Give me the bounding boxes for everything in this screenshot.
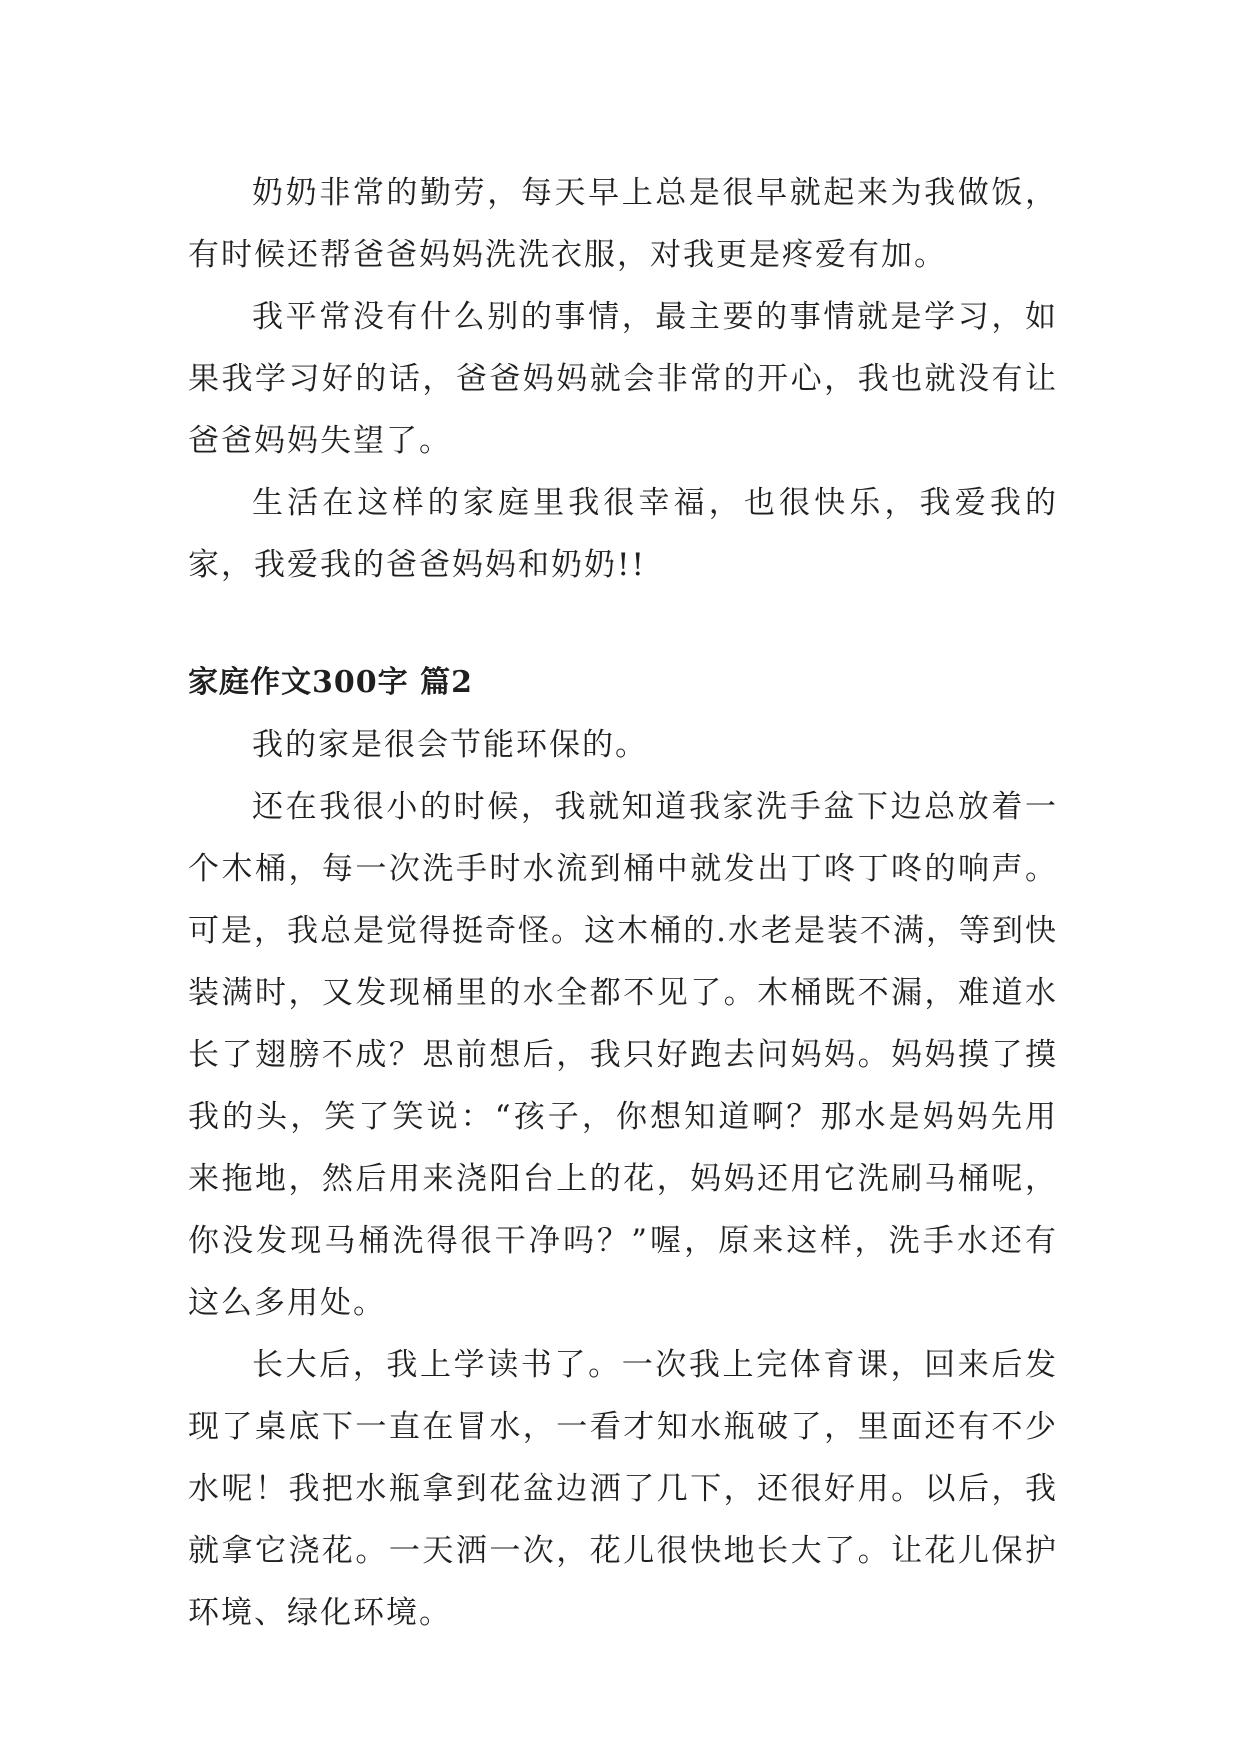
- paragraph: 我的家是很会节能环保的。: [252, 727, 648, 763]
- paragraph: 长大后，我上学读书了。一次我上完体育课，回来后发现了桌底下一直在冒水，一看才知水瓶破了，里面还有不少水呢！我把水瓶拿到花盆边洒了几下，还很好用。以后，我就拿它浇花。一天洒一次，花儿很快地长大了。让花儿保护环境、绿化环境。: [188, 1347, 1058, 1631]
- paragraph: 还在我很小的时候，我就知道我家洗手盆下边总放着一个木桶，每一次洗手时水流到桶中就发出丁咚丁咚的响声。可是，我总是觉得挺奇怪。这木桶的.水老是装不满，等到快装满时，又发现桶里的水全都不见了。木桶既不漏，难道水长了翅膀不成？思前想后，我只好跑去问妈妈。妈妈摸了摸我的头，笑了笑说：“孩子，你想知道啊？那水是妈妈先用来拖地，然后用来浇阳台上的花，妈妈还用它洗刷马桶呢，你没发现马桶洗得很干净吗？”喔，原来这样，洗手水还有这么多用处。: [188, 789, 1058, 1321]
- paragraph: 生活在这样的家庭里我很幸福，也很快乐，我爱我的家，我爱我的爸爸妈妈和奶奶!!: [188, 485, 1058, 583]
- section-heading: 家庭作文300字 篇2: [188, 665, 473, 700]
- document-body: [188, 162, 1058, 1644]
- paragraph: 奶奶非常的勤劳，每天早上总是很早就起来为我做饭，有时候还帮爸爸妈妈洗洗衣服，对我更是疼爱有加。: [188, 175, 1058, 273]
- paragraph: 我平常没有什么别的事情，最主要的事情就是学习，如果我学习好的话，爸爸妈妈就会非常的开心，我也就没有让爸爸妈妈失望了。: [188, 299, 1058, 459]
